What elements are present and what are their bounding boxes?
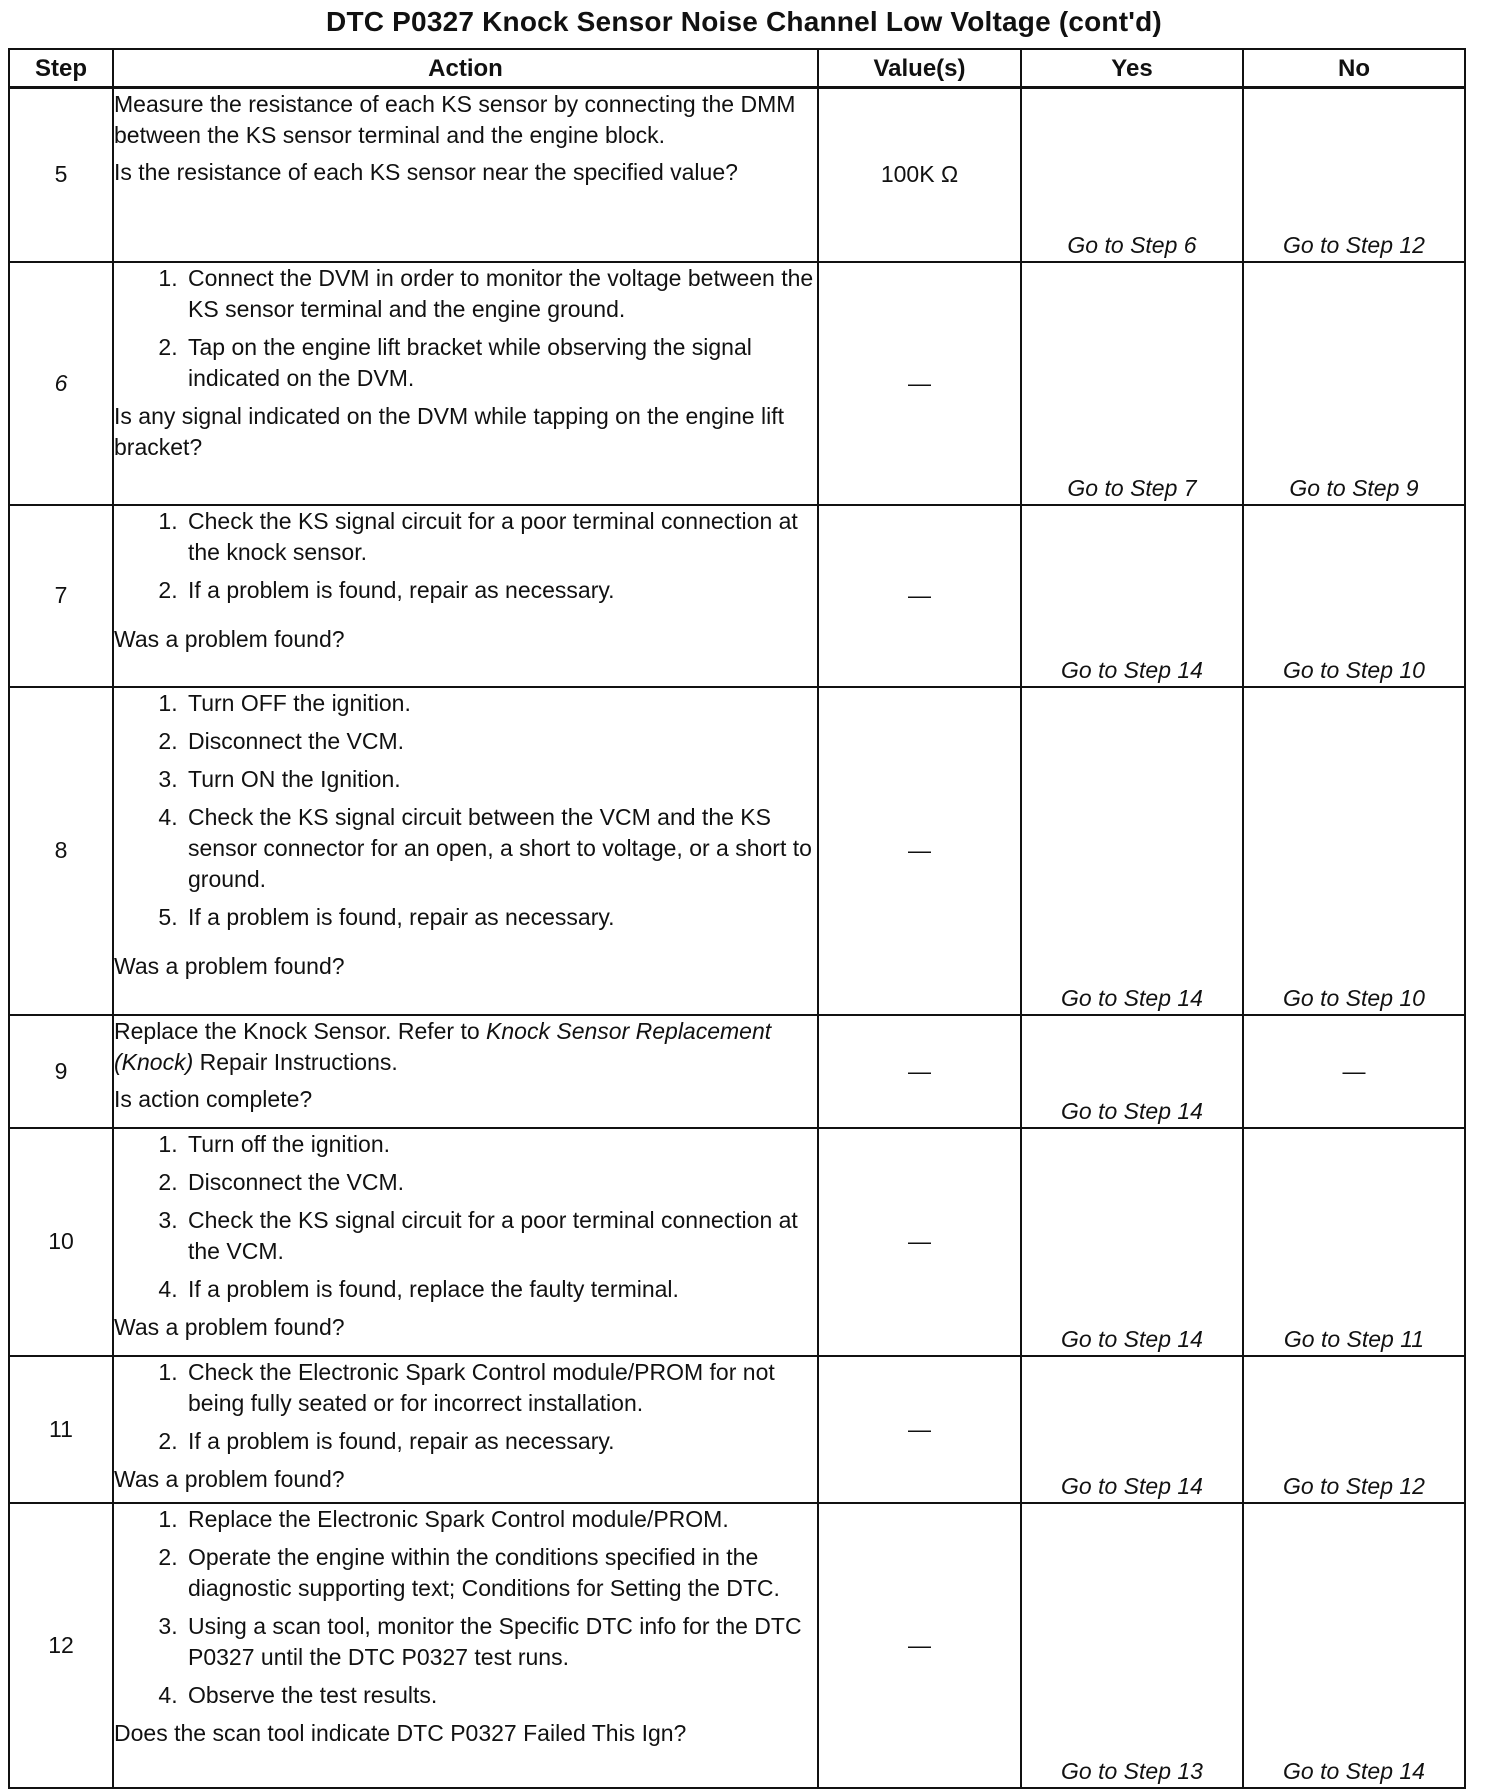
header-values: Value(s) [818, 49, 1021, 88]
value-cell: — [818, 1015, 1021, 1128]
value-cell: — [818, 1128, 1021, 1356]
header-action: Action [113, 49, 818, 88]
list-item: 3. Turn ON the Ignition. [184, 764, 817, 795]
action-list [114, 1129, 817, 1305]
step-number: 8 [9, 687, 113, 1015]
list-item: 1. Replace the Electronic Spark Control module/PROM. [184, 1504, 817, 1535]
action-text: Measure the resistance of each KS sensor by connecting the DMM between the KS sensor terminal and the engine block. [114, 91, 796, 148]
list-item: 1. Turn OFF the ignition. [184, 688, 817, 719]
list-item: 2. If a problem is found, repair as necessary. [184, 575, 817, 606]
list-item: 4. Check the KS signal circuit between the VCM and the KS sensor connector for an open, a short to voltage, or a short to ground. [184, 802, 817, 895]
table-row-step-9 [9, 1015, 1465, 1128]
list-item: 1. Check the KS signal circuit for a poor terminal connection at the knock sensor. [184, 506, 817, 568]
step-number: 12 [9, 1503, 113, 1788]
step-number: 6 [9, 262, 113, 505]
yes-cell: Go to Step 6 [1021, 88, 1243, 262]
list-item: 2. If a problem is found, repair as necessary. [184, 1426, 817, 1457]
yes-cell: Go to Step 14 [1021, 505, 1243, 687]
action-list [114, 688, 817, 933]
table-row-step-12 [9, 1503, 1465, 1788]
value-cell: — [818, 1503, 1021, 1788]
yes-cell: Go to Step 13 [1021, 1503, 1243, 1788]
action-question: Was a problem found? [114, 952, 345, 979]
action-cell [113, 262, 818, 505]
step-number: 7 [9, 505, 113, 687]
no-cell: Go to Step 14 [1243, 1503, 1465, 1788]
no-cell: Go to Step 12 [1243, 1356, 1465, 1503]
value-cell: 100K Ω [818, 88, 1021, 262]
page-title: DTC P0327 Knock Sensor Noise Channel Low Voltage (cont'd) [326, 6, 1162, 37]
list-item: 3. Check the KS signal circuit for a poor terminal connection at the VCM. [184, 1205, 817, 1267]
header-row [9, 49, 1465, 88]
yes-cell: Go to Step 14 [1021, 1128, 1243, 1356]
list-item: 4. If a problem is found, replace the faulty terminal. [184, 1274, 817, 1305]
action-question: Was a problem found? [114, 625, 345, 652]
no-cell: Go to Step 9 [1243, 262, 1465, 505]
action-question: Is the resistance of each KS sensor near the specified value? [114, 159, 738, 185]
yes-cell: Go to Step 7 [1021, 262, 1243, 505]
table-row-step-6 [9, 262, 1465, 505]
yes-cell: Go to Step 14 [1021, 1356, 1243, 1503]
action-question: Was a problem found? [114, 1313, 345, 1340]
action-text: Replace the Knock Sensor. Refer to Knock Sensor Replacement (Knock) Repair Instructions. [114, 1017, 772, 1075]
step-number: 10 [9, 1128, 113, 1356]
list-item: 1. Check the Electronic Spark Control module/PROM for not being fully seated or for incorrect installation. [184, 1357, 817, 1419]
header-yes: Yes [1021, 49, 1243, 88]
action-cell [113, 1128, 818, 1356]
action-list [114, 263, 817, 394]
no-cell: Go to Step 10 [1243, 505, 1465, 687]
list-item: 1. Connect the DVM in order to monitor the voltage between the KS sensor terminal and the engine ground. [184, 263, 817, 325]
action-cell [113, 1356, 818, 1503]
step-number: 9 [9, 1015, 113, 1128]
list-item: 4. Observe the test results. [184, 1680, 817, 1711]
action-cell [113, 687, 818, 1015]
no-cell: Go to Step 11 [1243, 1128, 1465, 1356]
table-row-step-10 [9, 1128, 1465, 1356]
action-list [114, 1504, 817, 1711]
list-item: 2. Disconnect the VCM. [184, 726, 817, 757]
list-item: 5. If a problem is found, repair as necessary. [184, 902, 817, 933]
header-no: No [1243, 49, 1465, 88]
action-cell [113, 1503, 818, 1788]
action-list [114, 1357, 817, 1457]
table-row-step-5 [9, 88, 1465, 262]
manual-reference: Knock Sensor Replacement (Knock) [114, 1017, 772, 1075]
header-step: Step [9, 49, 113, 88]
no-cell: — [1243, 1015, 1465, 1128]
no-cell: Go to Step 10 [1243, 687, 1465, 1015]
step-number: 5 [9, 88, 113, 262]
action-question: Does the scan tool indicate DTC P0327 Failed This Ign? [114, 1719, 687, 1746]
table-row-step-8 [9, 687, 1465, 1015]
list-item: 2. Tap on the engine lift bracket while observing the signal indicated on the DVM. [184, 332, 817, 394]
value-cell: — [818, 262, 1021, 505]
yes-cell: Go to Step 14 [1021, 687, 1243, 1015]
action-list [114, 506, 817, 606]
step-number: 11 [9, 1356, 113, 1503]
diagnostic-table [8, 48, 1466, 1789]
action-cell [113, 1015, 818, 1128]
list-item: 3. Using a scan tool, monitor the Specific DTC info for the DTC P0327 until the DTC P0327 test runs. [184, 1611, 817, 1673]
value-cell: — [818, 1356, 1021, 1503]
action-cell [113, 88, 818, 262]
action-cell [113, 505, 818, 687]
action-question: Was a problem found? [114, 1465, 345, 1492]
table-row-step-11 [9, 1356, 1465, 1503]
no-cell: Go to Step 12 [1243, 88, 1465, 262]
list-item: 2. Operate the engine within the conditions specified in the diagnostic supporting text; Conditions for Setting the DTC. [184, 1542, 817, 1604]
yes-cell: Go to Step 14 [1021, 1015, 1243, 1128]
value-cell: — [818, 687, 1021, 1015]
list-item: 1. Turn off the ignition. [184, 1129, 817, 1160]
value-cell: — [818, 505, 1021, 687]
list-item: 2. Disconnect the VCM. [184, 1167, 817, 1198]
action-question: Is any signal indicated on the DVM while tapping on the engine lift bracket? [114, 402, 784, 460]
table-row-step-7 [9, 505, 1465, 687]
action-question: Is action complete? [114, 1085, 313, 1112]
